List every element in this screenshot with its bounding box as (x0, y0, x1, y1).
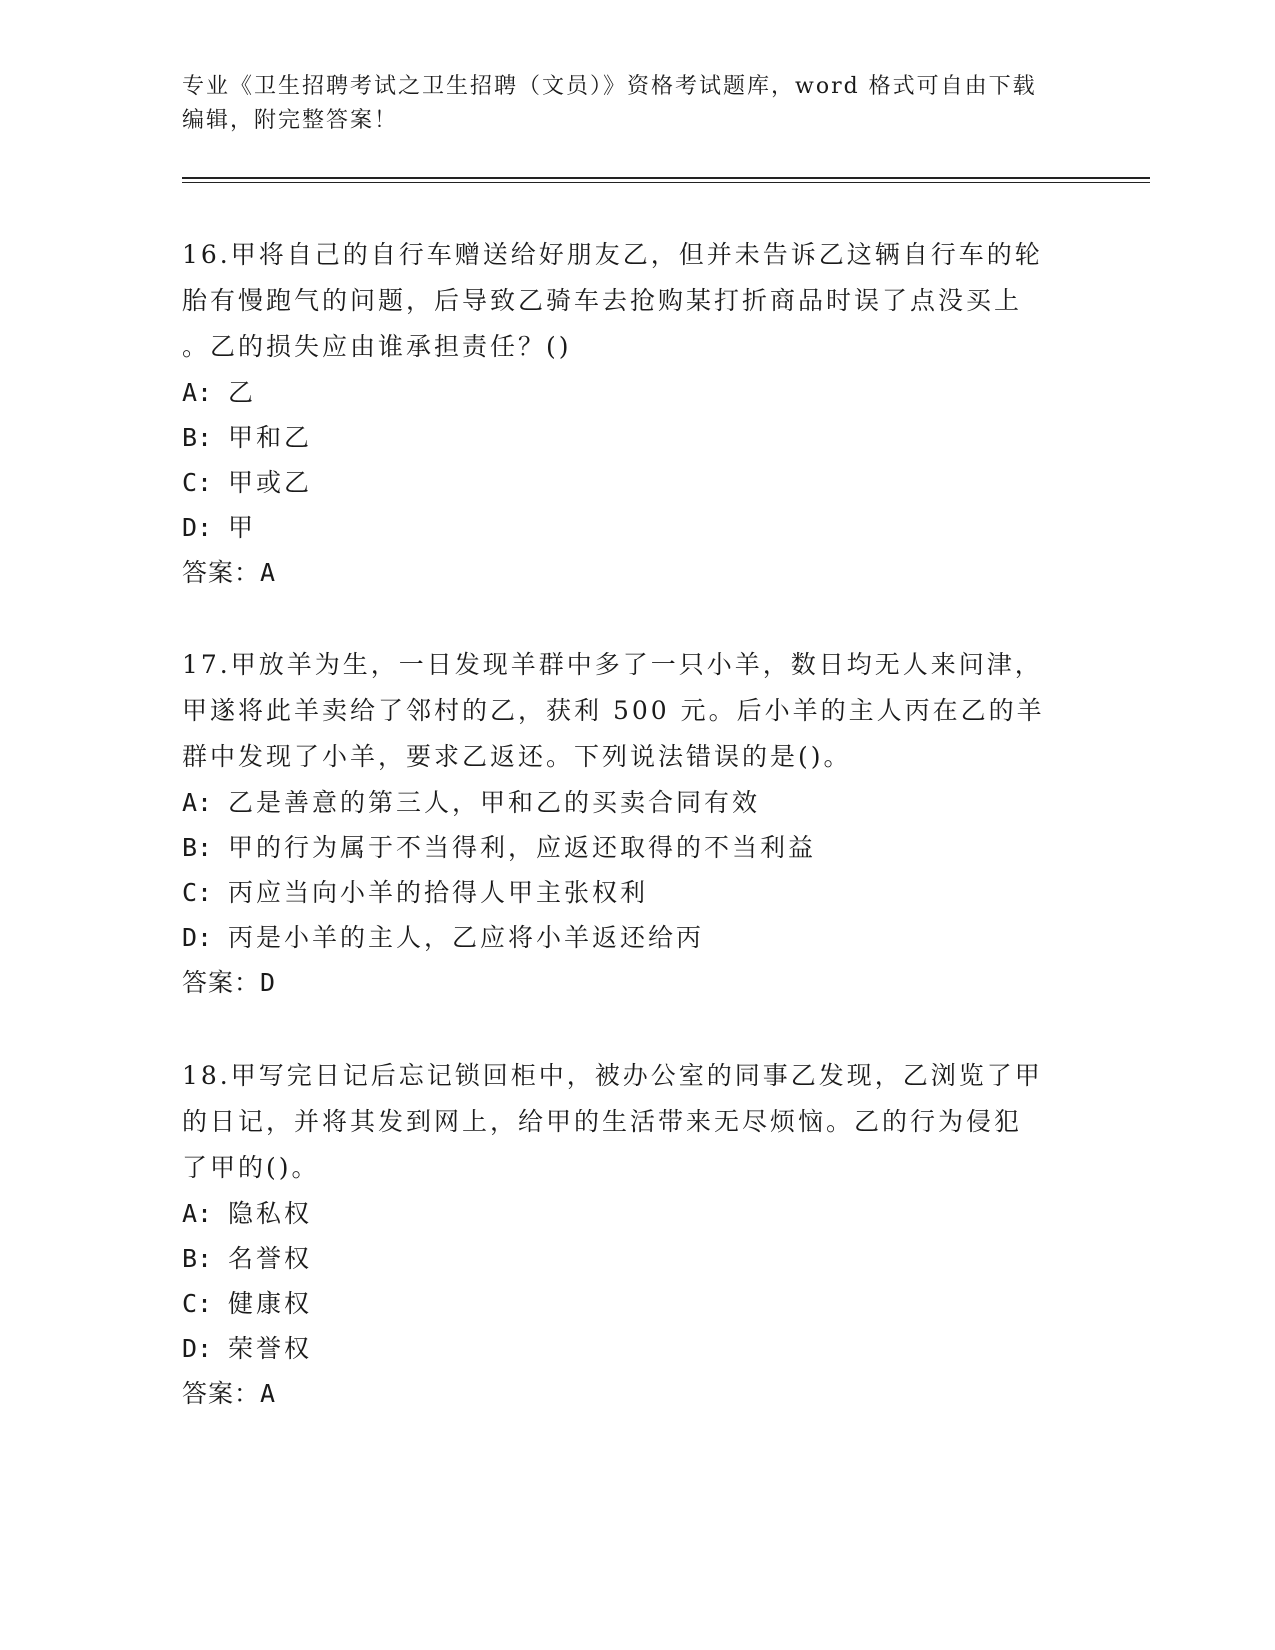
option-b (182, 415, 1082, 460)
option-letter: D: (182, 513, 213, 542)
option-letter: B: (182, 833, 213, 862)
option-letter: D: (182, 923, 213, 952)
question-stem-line: 17.甲放羊为生，一日发现羊群中多了一只小羊，数日均无人来问津， (182, 650, 1043, 679)
option-c (182, 870, 1082, 915)
option-letter: A: (182, 378, 213, 407)
option-d (182, 505, 1082, 550)
question-stem-line: 胎有慢跑气的问题，后导致乙骑车去抢购某打折商品时误了点没买上 (182, 286, 1023, 315)
question-stem (182, 1053, 1082, 1191)
question-17 (182, 642, 1082, 1005)
question-stem-line: 群中发现了小羊，要求乙返还。下列说法错误的是()。 (182, 742, 852, 771)
option-b (182, 825, 1082, 870)
question-stem (182, 232, 1082, 370)
option-letter: B: (182, 423, 213, 452)
question-stem-line: 16.甲将自己的自行车赠送给好朋友乙，但并未告诉乙这辆自行车的轮 (182, 240, 1043, 269)
question-18 (182, 1053, 1082, 1416)
option-text: 荣誉权 (228, 1334, 313, 1363)
option-text: 健康权 (228, 1289, 313, 1318)
option-letter: D: (182, 1334, 213, 1363)
answer-label: 答案： (182, 968, 261, 997)
question-stem-line: 。乙的损失应由谁承担责任？() (182, 332, 572, 361)
answer-value: A (260, 558, 277, 587)
option-text: 甲和乙 (228, 423, 313, 452)
option-text: 甲的行为属于不当得利，应返还取得的不当利益 (228, 833, 817, 862)
option-a (182, 1191, 1082, 1236)
option-text: 丙是小羊的主人，乙应将小羊返还给丙 (228, 923, 705, 952)
answer-value: A (260, 1379, 277, 1408)
option-text: 甲或乙 (228, 468, 313, 497)
question-stem-line: 的日记，并将其发到网上，给甲的生活带来无尽烦恼。乙的行为侵犯 (182, 1107, 1023, 1136)
option-letter: A: (182, 788, 213, 817)
option-letter: C: (182, 1289, 213, 1318)
option-text: 乙是善意的第三人，甲和乙的买卖合同有效 (228, 788, 761, 817)
document-header (182, 70, 1082, 138)
option-a (182, 370, 1082, 415)
option-text: 名誉权 (228, 1244, 313, 1273)
option-c (182, 1281, 1082, 1326)
header-divider-thin (182, 182, 1150, 183)
question-16 (182, 232, 1082, 595)
answer-label: 答案： (182, 1379, 261, 1408)
answer-line (182, 960, 1082, 1005)
question-stem (182, 642, 1082, 780)
option-text: 隐私权 (228, 1199, 313, 1228)
option-text: 甲 (228, 513, 257, 542)
header-line-2: 编辑，附完整答案！ (182, 108, 399, 133)
option-a (182, 780, 1082, 825)
answer-line (182, 550, 1082, 595)
header-divider-thick (182, 177, 1150, 179)
question-stem-line: 18.甲写完日记后忘记锁回柜中，被办公室的同事乙发现，乙浏览了甲 (182, 1061, 1043, 1090)
question-stem-line: 甲遂将此羊卖给了邻村的乙，获利 500 元。后小羊的主人丙在乙的羊 (182, 696, 1045, 725)
answer-value: D (260, 968, 277, 997)
option-text: 乙 (228, 378, 257, 407)
header-line-1: 专业《卫生招聘考试之卫生招聘（文员）》资格考试题库，word 格式可自由下载 (182, 74, 1037, 99)
question-stem-line: 了甲的()。 (182, 1153, 320, 1182)
option-letter: C: (182, 468, 213, 497)
option-d (182, 1326, 1082, 1371)
answer-label: 答案： (182, 558, 261, 587)
option-letter: A: (182, 1199, 213, 1228)
option-d (182, 915, 1082, 960)
answer-line (182, 1371, 1082, 1416)
option-letter: C: (182, 878, 213, 907)
option-letter: B: (182, 1244, 213, 1273)
option-c (182, 460, 1082, 505)
option-b (182, 1236, 1082, 1281)
option-text: 丙应当向小羊的拾得人甲主张权利 (228, 878, 649, 907)
